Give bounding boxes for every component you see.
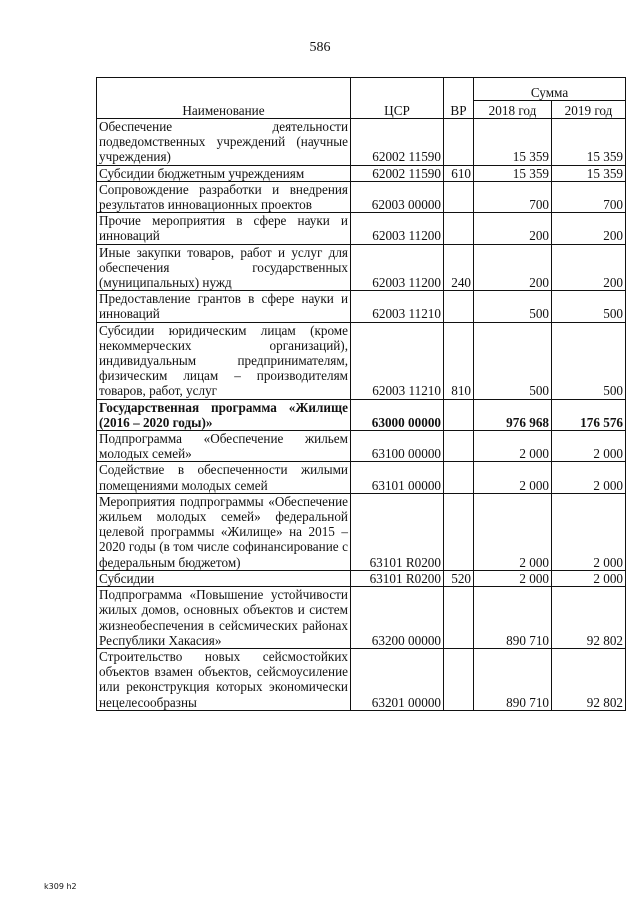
header-sum: Сумма: [474, 78, 626, 101]
table-row: [97, 291, 626, 322]
row-vr: [444, 291, 474, 322]
row-sum-2018: 2 000: [474, 493, 552, 570]
row-name: Субсидии юридическим лицам (кроме некоммерческих организаций), индивидуальным предпринимателям, физическим лицам – производителям товаров, работ, услуг: [97, 322, 351, 399]
row-csr: 62002 11590: [351, 165, 444, 181]
row-sum-2018: 976 968: [474, 399, 552, 430]
table-row: [97, 570, 626, 586]
row-sum-2019: 500: [552, 322, 626, 399]
header-name: Наименование: [97, 78, 351, 119]
table-row: [97, 244, 626, 291]
row-sum-2019: 176 576: [552, 399, 626, 430]
row-sum-2019: 92 802: [552, 587, 626, 649]
row-name: Государственная программа «Жилище (2016 – 2020 годы)»: [97, 399, 351, 430]
row-vr: 520: [444, 570, 474, 586]
table-row: [97, 165, 626, 181]
header-csr: ЦСР: [351, 78, 444, 119]
row-vr: [444, 431, 474, 462]
row-vr: [444, 587, 474, 649]
row-vr: 240: [444, 244, 474, 291]
row-name: Субсидии бюджетным учреждениям: [97, 165, 351, 181]
row-csr: 63101 R0200: [351, 493, 444, 570]
table-row: [97, 119, 626, 166]
row-sum-2018: 2 000: [474, 431, 552, 462]
row-sum-2019: 15 359: [552, 119, 626, 166]
row-vr: [444, 213, 474, 244]
table-row: [97, 322, 626, 399]
row-csr: 63101 00000: [351, 462, 444, 493]
row-sum-2019: 2 000: [552, 462, 626, 493]
header-year-2019: 2019 год: [552, 101, 626, 119]
row-csr: 62002 11590: [351, 119, 444, 166]
row-sum-2019: 200: [552, 213, 626, 244]
row-sum-2019: 15 359: [552, 165, 626, 181]
row-vr: [444, 462, 474, 493]
table-row: [97, 431, 626, 462]
row-csr: 63200 00000: [351, 587, 444, 649]
row-sum-2019: 2 000: [552, 493, 626, 570]
row-name: Подпрограмма «Повышение устойчивости жилых домов, основных объектов и систем жизнеобеспечения в сейсмических районах Республики Хакасия»: [97, 587, 351, 649]
row-csr: 62003 11210: [351, 322, 444, 399]
row-name: Содействие в обеспеченности жилыми помещениями молодых семей: [97, 462, 351, 493]
row-sum-2018: 890 710: [474, 587, 552, 649]
row-csr: 62003 11200: [351, 213, 444, 244]
header-year-2018: 2018 год: [474, 101, 552, 119]
table-row: [97, 587, 626, 649]
row-name: Иные закупки товаров, работ и услуг для обеспечения государственных (муниципальных) нужд: [97, 244, 351, 291]
table-row: [97, 493, 626, 570]
table-body: [97, 119, 626, 711]
row-vr: [444, 648, 474, 710]
row-sum-2019: 2 000: [552, 570, 626, 586]
row-name: Мероприятия подпрограммы «Обеспечение жильем молодых семей» федеральной целевой программы «Жилище» на 2015 – 2020 годы (в том числе софинансирование с федеральным бюджетом): [97, 493, 351, 570]
row-sum-2018: 700: [474, 181, 552, 212]
row-name: Предоставление грантов в сфере науки и инноваций: [97, 291, 351, 322]
row-name: Субсидии: [97, 570, 351, 586]
row-sum-2019: 200: [552, 244, 626, 291]
row-vr: 610: [444, 165, 474, 181]
row-csr: 63100 00000: [351, 431, 444, 462]
row-sum-2018: 200: [474, 244, 552, 291]
row-name: Прочие мероприятия в сфере науки и инноваций: [97, 213, 351, 244]
row-sum-2018: 200: [474, 213, 552, 244]
row-name: Подпрограмма «Обеспечение жильем молодых семей»: [97, 431, 351, 462]
row-vr: 810: [444, 322, 474, 399]
row-name: Сопровождение разработки и внедрения результатов инновационных проектов: [97, 181, 351, 212]
row-sum-2018: 2 000: [474, 570, 552, 586]
page-number: 586: [309, 40, 331, 55]
row-sum-2019: 500: [552, 291, 626, 322]
row-sum-2018: 15 359: [474, 119, 552, 166]
row-csr: 63201 00000: [351, 648, 444, 710]
row-sum-2018: 500: [474, 322, 552, 399]
row-csr: 63000 00000: [351, 399, 444, 430]
row-sum-2019: 700: [552, 181, 626, 212]
row-sum-2019: 92 802: [552, 648, 626, 710]
row-sum-2018: 500: [474, 291, 552, 322]
table-row: [97, 181, 626, 212]
row-csr: 62003 11200: [351, 244, 444, 291]
header-vr: ВР: [444, 78, 474, 119]
table-row: [97, 648, 626, 710]
row-vr: [444, 399, 474, 430]
row-name: Строительство новых сейсмостойких объектов взамен объектов, сейсмоусиление или реконструкция которых экономически нецелесообразны: [97, 648, 351, 710]
row-sum-2019: 2 000: [552, 431, 626, 462]
row-sum-2018: 15 359: [474, 165, 552, 181]
row-csr: 62003 11210: [351, 291, 444, 322]
footer-code: k309 h2: [44, 882, 77, 891]
table-row: [97, 213, 626, 244]
row-vr: [444, 181, 474, 212]
row-csr: 62003 00000: [351, 181, 444, 212]
row-csr: 63101 R0200: [351, 570, 444, 586]
table-row: [97, 399, 626, 430]
budget-table: [96, 77, 626, 711]
table-row: [97, 462, 626, 493]
row-name: Обеспечение деятельности подведомственных учреждений (научные учреждения): [97, 119, 351, 166]
row-vr: [444, 119, 474, 166]
row-vr: [444, 493, 474, 570]
row-sum-2018: 890 710: [474, 648, 552, 710]
row-sum-2018: 2 000: [474, 462, 552, 493]
